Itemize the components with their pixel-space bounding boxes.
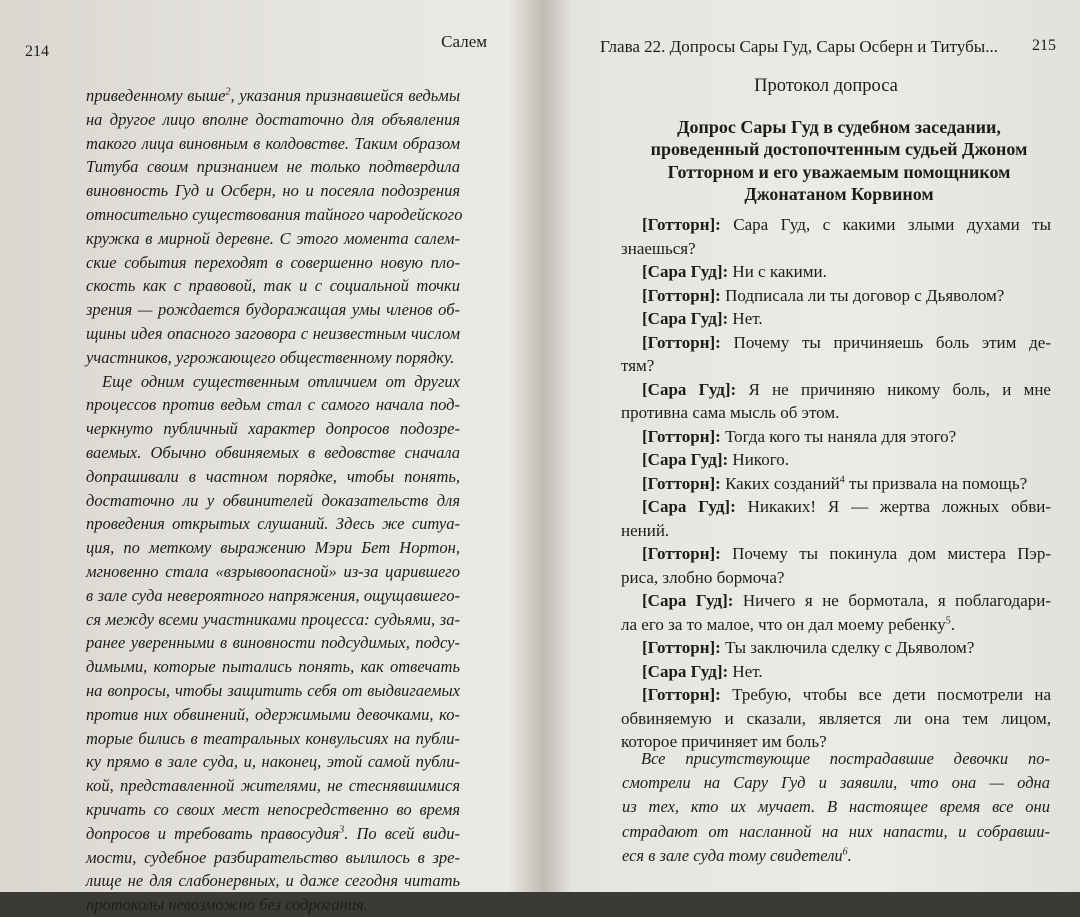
speaker-label: [Сара Гуд]:	[642, 497, 736, 516]
text-line	[86, 750, 460, 774]
dialog-line	[621, 284, 1051, 308]
line-text: такого лица виновным в колдовстве. Таким образом	[86, 133, 460, 153]
closing-text: из тех, кто их мучает. В настоящее время все они	[622, 797, 1050, 817]
dialog-text: нений.	[621, 520, 670, 540]
dialog-text-after: ты призвала на помощь?	[844, 473, 1028, 493]
page-number-left: 214	[25, 43, 49, 60]
text-line	[86, 822, 460, 846]
text-line	[86, 370, 460, 394]
line-text: щины идея опасного заговора с неизвестным числом	[86, 323, 460, 343]
text-line	[86, 869, 460, 893]
dialog-text: Сара Гуд, с какими злыми духами ты	[720, 215, 1051, 234]
line-text: мости, судебное разбирательство вылилось в зре-	[86, 847, 460, 867]
text-line	[86, 108, 460, 132]
interrogation-dialog	[621, 213, 1051, 754]
text-line	[86, 846, 460, 870]
line-text: торые бились в театральных конвульсиях на публи-	[86, 728, 460, 748]
dialog-line	[621, 213, 1051, 237]
dialog-line	[621, 589, 1051, 613]
line-text: протоколы невозможно без содрогания.	[86, 895, 368, 915]
dialog-text: Почему ты причиняешь боль этим де-	[720, 332, 1051, 352]
closing-line	[622, 747, 1050, 771]
text-line	[86, 584, 460, 608]
closing-paragraph	[622, 747, 1050, 868]
text-line	[86, 322, 460, 346]
text-line	[86, 251, 460, 275]
speaker-label: [Сара Гуд]:	[642, 379, 737, 399]
dialog-line	[621, 566, 1051, 590]
section-title: Протокол допроса	[754, 76, 898, 96]
footnote-ref: 3	[339, 824, 345, 836]
text-line	[86, 893, 460, 917]
line-text: против них обвинений, одержимыми девочками, ко-	[86, 704, 460, 724]
section-subtitle	[633, 116, 1045, 205]
line-text-after: , указания признавшейся ведьмы	[230, 86, 460, 105]
line-text: Титуба своим признанием не только подтвердила	[86, 157, 460, 177]
text-line	[86, 84, 460, 108]
dialog-line	[621, 636, 1051, 660]
dialog-line	[621, 542, 1051, 566]
line-text: кой, представленной жителями, не стеснявшимися	[86, 776, 460, 796]
dialog-text: противна сама мысль об этом.	[621, 403, 840, 422]
speaker-label: [Готторн]:	[642, 332, 721, 352]
line-text: проведения открытых слушаний. Здесь же ситуа-	[86, 514, 460, 534]
dialog-line	[621, 307, 1051, 331]
dialog-line	[621, 401, 1051, 425]
subtitle-line: Готторном и его уважаемым помощником	[667, 161, 1011, 182]
dialog-text: Я не причиняю никому боль, и мне	[736, 379, 1051, 399]
dialog-text: Требую, чтобы все дети посмотрели на	[720, 685, 1051, 704]
dialog-line	[621, 448, 1051, 472]
text-line	[86, 132, 460, 156]
dialog-text: риса, злобно бормоча?	[621, 567, 785, 587]
subtitle-line: Допрос Сары Гуд в судебном заседании,	[677, 117, 1001, 137]
dialog-text: Никаких! Я — жертва ложных обви-	[735, 497, 1051, 516]
dialog-text: Тогда кого ты наняла для этого?	[720, 426, 957, 446]
footnote-ref: 4	[839, 473, 845, 485]
line-text: Еще одним существенным отличием от других	[102, 371, 460, 391]
dialog-line	[621, 425, 1051, 449]
text-line	[86, 489, 460, 513]
dialog-text: тям?	[621, 356, 655, 375]
text-line	[86, 298, 460, 322]
closing-text-after: .	[847, 845, 852, 865]
line-text: зрения — рождается будоражащая умы членов об-	[86, 300, 460, 320]
line-text: мгновенно стала «взрывоопасной» из-за царившего	[86, 561, 460, 581]
dialog-line	[621, 237, 1051, 261]
text-line	[86, 346, 460, 370]
dialog-line	[621, 660, 1051, 684]
dialog-text: обвиняемую и сказали, является ли она тем лицом,	[621, 708, 1051, 728]
left-body-text	[86, 84, 463, 917]
text-line	[86, 512, 460, 536]
dialog-text-after: .	[950, 614, 955, 634]
speaker-label: [Готторн]:	[642, 638, 721, 657]
dialog-text: Никого.	[728, 450, 789, 469]
speaker-label: [Готторн]:	[642, 685, 721, 704]
text-line	[86, 155, 460, 179]
line-text: ция, по меткому выражению Мэри Бет Нортон,	[86, 538, 460, 558]
line-text: приведенному выше	[86, 86, 226, 105]
line-text: кричать со своих мест непосредственно во время	[86, 799, 460, 819]
text-line	[86, 417, 460, 441]
line-text: ваемых. Обычно обвиняемых в ведовстве сначала	[86, 442, 460, 462]
speaker-label: [Готторн]:	[642, 426, 721, 446]
dialog-text: Нет.	[728, 661, 763, 681]
text-line	[86, 655, 460, 679]
speaker-label: [Готторн]:	[642, 215, 721, 234]
line-text: участников, угрожающего общественному порядку.	[86, 347, 455, 367]
line-text: димыми, которые пытались понять, как отвечать	[86, 657, 460, 677]
dialog-text: Каких созданий	[720, 473, 840, 493]
dialog-text: Ни с какими.	[728, 262, 827, 281]
footnote-ref: 6	[842, 846, 848, 858]
dialog-line	[621, 707, 1051, 731]
text-line	[86, 203, 463, 227]
line-text: достаточно ли у обвинителей доказательств для	[86, 490, 460, 510]
dialog-line	[621, 378, 1051, 402]
footnote-ref: 2	[225, 86, 231, 98]
line-text-after: . По всей види-	[344, 823, 460, 843]
line-text: скость как с правовой, так и с социальной точки	[86, 276, 460, 296]
dialog-line	[621, 613, 1051, 637]
dialog-line	[621, 495, 1051, 519]
line-text: допрашивали в частном порядке, чтобы понять,	[86, 466, 460, 486]
left-page	[0, 0, 540, 915]
speaker-label: [Сара Гуд]:	[642, 262, 729, 281]
line-text: процессов против ведьм стал с самого начала под-	[86, 395, 460, 415]
dialog-text: Ты заключила сделку с Дьяволом?	[720, 638, 975, 657]
line-text: ские события переходят в совершенно новую пло-	[86, 252, 460, 272]
text-line	[86, 393, 460, 417]
dialog-text: Почему ты покинула дом мистера Пэр-	[720, 544, 1051, 563]
closing-line	[622, 795, 1050, 819]
line-text: на другое лицо вполне достаточно для объявления	[86, 109, 460, 129]
speaker-label: [Готторн]:	[642, 544, 721, 563]
line-text: ку прямо в зале суда, и, наконец, этой самой публи-	[86, 752, 460, 772]
text-line	[86, 274, 460, 298]
dialog-line	[621, 683, 1051, 707]
line-text: ся между всеми участниками процесса: судьями, за-	[86, 609, 460, 629]
speaker-label: [Сара Гуд]:	[642, 591, 734, 610]
closing-line	[622, 820, 1050, 844]
speaker-label: [Сара Гуд]:	[642, 661, 729, 681]
page-number-right: 215	[1032, 37, 1056, 54]
text-line	[86, 441, 460, 465]
running-head-right: Глава 22. Допросы Сары Гуд, Сары Осберн и Титубы...	[600, 37, 998, 56]
text-line	[86, 465, 460, 489]
line-text: в зале суда невероятного напряжения, ощущавшего-	[86, 585, 460, 605]
running-head-left: Салем	[441, 32, 487, 51]
dialog-text: знаешься?	[621, 238, 696, 258]
speaker-label: [Сара Гуд]:	[642, 450, 729, 469]
closing-text: страдают от насланной на них напасти, и собравши-	[622, 821, 1050, 841]
dialog-line	[621, 519, 1051, 543]
text-line	[86, 727, 460, 751]
text-line	[86, 774, 460, 798]
text-line	[86, 798, 460, 822]
text-line	[86, 227, 460, 251]
text-line	[86, 703, 460, 727]
text-line	[86, 679, 460, 703]
speaker-label: [Сара Гуд]:	[642, 309, 729, 328]
speaker-label: [Готторн]:	[642, 473, 721, 493]
dialog-text: ла его за то малое, что он дал моему ребенку	[621, 614, 946, 634]
line-text: на вопросы, чтобы защитить себя от выдвигаемых	[86, 680, 460, 700]
closing-text: Все присутствующие пострадавшие девочки по-	[641, 749, 1050, 768]
text-line	[86, 179, 460, 203]
text-line	[86, 631, 460, 655]
line-text: кружка в мирной деревне. С этого момента салем-	[86, 228, 460, 248]
text-line	[86, 536, 460, 560]
line-text: относительно существования тайного чародейского	[86, 204, 463, 224]
line-text: лище не для слабонервных, и даже сегодня читать	[86, 871, 460, 891]
closing-text: смотрели на Сару Гуд и заявили, что она — одна	[622, 773, 1050, 793]
closing-line	[622, 844, 1050, 868]
closing-text: еся в зале суда тому свидетели	[622, 845, 843, 865]
dialog-text: Нет.	[728, 309, 763, 328]
line-text: допросов и требовать правосудия	[86, 823, 340, 843]
line-text: виновность Гуд и Осберн, но и посеяла подозрения	[86, 181, 460, 201]
right-page	[540, 0, 1080, 892]
speaker-label: [Готторн]:	[642, 285, 721, 305]
dialog-line	[621, 331, 1051, 355]
text-line	[86, 608, 460, 632]
footnote-ref: 5	[945, 614, 951, 626]
closing-line	[622, 771, 1050, 795]
subtitle-line: Джонатаном Корвином	[744, 183, 934, 204]
subtitle-line: проведенный достопочтенным судьей Джоном	[650, 139, 1028, 160]
dialog-text: Ничего я не бормотала, я поблагодари-	[733, 591, 1052, 610]
line-text: черкнуто публичный характер допросов подозре-	[86, 419, 460, 439]
text-line	[86, 560, 460, 584]
dialog-text: Подписала ли ты договор с Дьяволом?	[720, 285, 1005, 305]
dialog-line	[621, 472, 1051, 496]
dialog-line	[621, 354, 1051, 378]
line-text: ранее уверенными в виновности подсудимых, подсу-	[86, 633, 460, 653]
dialog-text: которое причиняет им боль?	[621, 732, 827, 751]
dialog-line	[621, 260, 1051, 284]
